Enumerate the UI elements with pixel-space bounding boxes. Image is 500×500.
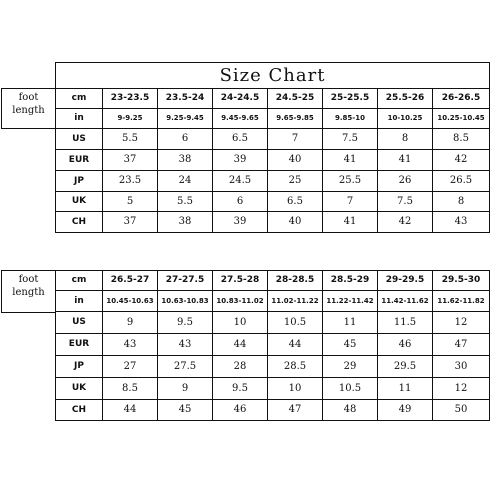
size-cell: 30 [433,356,490,378]
size-cell: 27.5 [158,356,213,378]
size-cell: 24-24.5 [213,89,268,109]
size-cell: 42 [378,212,433,233]
size-cell: 44 [103,400,158,421]
size-cell: 10 [213,312,268,334]
size-cell: 29.5 [378,356,433,378]
size-row-jp [56,171,490,192]
size-chart-bottom-table [55,270,490,421]
size-cell: 25 [268,171,323,192]
size-chart-top-table [55,62,490,233]
size-cell: 50 [433,400,490,421]
size-cell: 48 [323,400,378,421]
size-cell: 10.5 [323,378,378,400]
size-cell: 25-25.5 [323,89,378,109]
size-cell: 8 [433,192,490,212]
size-cell: 27-27.5 [158,271,213,291]
size-cell: 41 [323,212,378,233]
size-cell: 12 [433,312,490,334]
size-cell: 37 [103,212,158,233]
row-label: in [56,291,103,312]
size-cell: 39 [213,212,268,233]
size-cell: 29 [323,356,378,378]
row-label: cm [56,271,103,291]
size-cell: 43 [158,334,213,356]
size-row-us [56,312,490,334]
size-row-ch [56,400,490,421]
size-cell: 10.83-11.02 [213,291,268,312]
foot-label-line2: length [12,286,45,298]
size-cell: 5.5 [103,129,158,150]
size-row-ch [56,212,490,233]
foot-label-line1: foot [18,274,39,285]
size-cell: 47 [268,400,323,421]
row-label: US [56,312,103,334]
size-cell: 40 [268,150,323,171]
size-cell: 9 [158,378,213,400]
size-cell: 5 [103,192,158,212]
row-label: UK [56,192,103,212]
size-cell: 9.65-9.85 [268,109,323,129]
size-cell: 27.5-28 [213,271,268,291]
size-row-us [56,129,490,150]
size-cell: 23.5 [103,171,158,192]
size-cell: 7.5 [323,129,378,150]
size-cell: 10 [268,378,323,400]
size-cell: 7 [323,192,378,212]
row-label: US [56,129,103,150]
size-cell: 9.45-9.65 [213,109,268,129]
size-cell: 42 [433,150,490,171]
foot-label-line1: foot [18,92,39,103]
size-row-uk [56,378,490,400]
size-row-cm [56,89,490,109]
size-cell: 5.5 [158,192,213,212]
size-cell: 11.62-11.82 [433,291,490,312]
size-cell: 24 [158,171,213,192]
size-cell: 25.5 [323,171,378,192]
size-cell: 12 [433,378,490,400]
size-cell: 44 [268,334,323,356]
size-cell: 9 [103,312,158,334]
size-cell: 47 [433,334,490,356]
size-row-in [56,109,490,129]
size-cell: 10.45-10.63 [103,291,158,312]
size-cell: 11 [378,378,433,400]
size-cell: 23-23.5 [103,89,158,109]
size-cell: 46 [378,334,433,356]
size-cell: 24.5-25 [268,89,323,109]
size-cell: 26 [378,171,433,192]
row-label: cm [56,89,103,109]
size-cell: 11.42-11.62 [378,291,433,312]
row-label: JP [56,171,103,192]
title-row [56,63,490,89]
size-cell: 24.5 [213,171,268,192]
row-label: EUR [56,150,103,171]
size-cell: 9.5 [158,312,213,334]
size-row-cm [56,271,490,291]
size-cell: 43 [433,212,490,233]
size-cell: 38 [158,150,213,171]
size-cell: 43 [103,334,158,356]
size-cell: 11.5 [378,312,433,334]
size-cell: 6.5 [213,129,268,150]
size-cell: 28-28.5 [268,271,323,291]
chart-title: Size Chart [56,63,490,89]
row-label: UK [56,378,103,400]
size-cell: 11 [323,312,378,334]
size-cell: 9.85-10 [323,109,378,129]
size-cell: 7.5 [378,192,433,212]
size-cell: 41 [323,150,378,171]
size-cell: 41 [378,150,433,171]
size-cell: 45 [158,400,213,421]
size-cell: 10-10.25 [378,109,433,129]
size-cell: 28.5 [268,356,323,378]
size-cell: 28.5-29 [323,271,378,291]
size-cell: 25.5-26 [378,89,433,109]
row-label: JP [56,356,103,378]
size-row-uk [56,192,490,212]
size-cell: 40 [268,212,323,233]
size-cell: 49 [378,400,433,421]
size-cell: 10.63-10.83 [158,291,213,312]
row-label: EUR [56,334,103,356]
size-cell: 26.5-27 [103,271,158,291]
size-cell: 38 [158,212,213,233]
size-cell: 27 [103,356,158,378]
size-cell: 10.5 [268,312,323,334]
size-cell: 39 [213,150,268,171]
foot-label-line2: length [12,104,45,116]
size-cell: 44 [213,334,268,356]
size-cell: 6 [213,192,268,212]
size-cell: 8 [378,129,433,150]
size-cell: 23.5-24 [158,89,213,109]
size-cell: 28 [213,356,268,378]
size-row-jp [56,356,490,378]
size-cell: 11.22-11.42 [323,291,378,312]
size-cell: 29.5-30 [433,271,490,291]
size-cell: 6 [158,129,213,150]
size-cell: 45 [323,334,378,356]
foot-length-label-top [1,88,56,129]
row-label: CH [56,212,103,233]
size-cell: 10.25-10.45 [433,109,490,129]
size-cell: 26.5 [433,171,490,192]
size-cell: 9-9.25 [103,109,158,129]
size-cell: 29-29.5 [378,271,433,291]
size-cell: 6.5 [268,192,323,212]
size-row-eur [56,150,490,171]
size-row-eur [56,334,490,356]
size-cell: 26-26.5 [433,89,490,109]
size-cell: 7 [268,129,323,150]
size-cell: 8.5 [103,378,158,400]
size-row-in [56,291,490,312]
row-label: CH [56,400,103,421]
size-cell: 11.02-11.22 [268,291,323,312]
size-cell: 9.25-9.45 [158,109,213,129]
size-cell: 9.5 [213,378,268,400]
size-cell: 8.5 [433,129,490,150]
size-cell: 37 [103,150,158,171]
foot-length-label-bottom [1,270,56,313]
size-cell: 46 [213,400,268,421]
row-label: in [56,109,103,129]
